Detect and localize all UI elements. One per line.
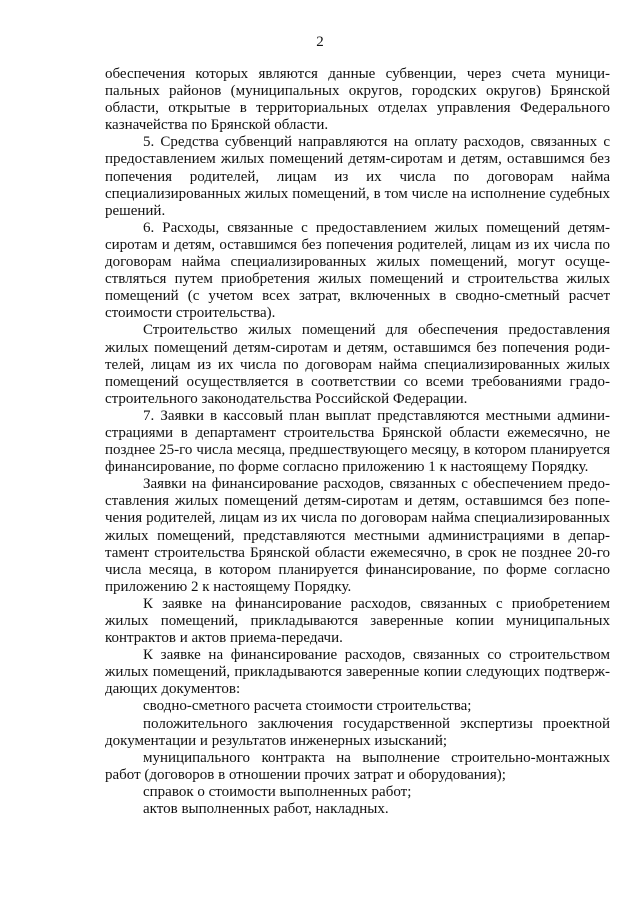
list-item-expertise: положительного заключения государственной экспертизы проектной документации и результатов инженерных изысканий; bbox=[105, 715, 610, 749]
paragraph-purchase-attachments: К заявке на финансирование расходов, связанных с приобретением жилых помещений, прикладываются заверенные копии муниципальных контрактов и актов приема-передачи. bbox=[105, 595, 610, 647]
paragraph-item-7: 7. Заявки в кассовый план выплат представляются местными администрациями в департамент строительства Брянской области ежемесячно, не позднее 25-го числа месяца, предшествующего месяцу, в котором планируется финансирование, по форме согласно приложению 1 к настоящему Порядку. bbox=[105, 407, 610, 476]
paragraph-construction-attachments: К заявке на финансирование расходов, связанных со строительством жилых помещений, прикладываются заверенные копии следующих подтверждающих документов: bbox=[105, 647, 610, 698]
paragraph-funding-requests: Заявки на финансирование расходов, связанных с обеспечением предоставления жилых помещений детям-сиротам и детям, оставшимся без попечения родителей, лицам из их числа по договорам найма специализированных жилых помещений, представляются местными администрациями в департамент строительства Брянской области ежемесячно, в срок не позднее 20-го числа месяца, в котором планируется финансирование, по форме согласно приложению 2 к настоящему Порядку. bbox=[105, 476, 610, 595]
list-item-estimate: сводно-сметного расчета стоимости строительства; bbox=[143, 698, 472, 715]
list-item-cost-certificates: справок о стоимости выполненных работ; bbox=[143, 783, 412, 800]
page-number: 2 bbox=[316, 34, 324, 50]
document-body bbox=[105, 66, 610, 818]
list-item-contract: муниципального контракта на выполнение строительно-монтажных работ (договоров в отношении прочих затрат и оборудования); bbox=[105, 749, 610, 783]
paragraph-item-5: 5. Средства субвенций направляются на оплату расходов, связанных с предоставлением жилых помещений детям-сиротам и детям, оставшимся без попечения родителей, лицам из их числа по договорам найма специализированных жилых помещений, в том числе на исполнение судебных решений. bbox=[105, 134, 610, 219]
paragraph-continuation: обеспечения которых являются данные субвенции, через счета муниципальных районов (муниципальных округов, городских округов) Брянской области, открытые в территориальных отделах управления Федерального казначейства по Брянской области. bbox=[105, 66, 610, 134]
paragraph-construction: Строительство жилых помещений для обеспечения предоставления жилых помещений детям-сиротам и детям, оставшимся без попечения родителей, лицам из их числа по договорам найма специализированных жилых помещений осуществляется в соответствии со всеми требованиями градостроительного законодательства Российской Федерации. bbox=[105, 322, 610, 407]
list-item-acts: актов выполненных работ, накладных. bbox=[143, 801, 389, 818]
paragraph-item-6: 6. Расходы, связанные с предоставлением жилых помещений детям-сиротам и детям, оставшимся без попечения родителей, лицам из их числа по договорам найма специализированных жилых помещений, могут осуществляться путем приобретения жилых помещений и строительства жилых помещений (с учетом всех затрат, включенных в сводно-сметный расчет стоимости строительства). bbox=[105, 219, 610, 322]
